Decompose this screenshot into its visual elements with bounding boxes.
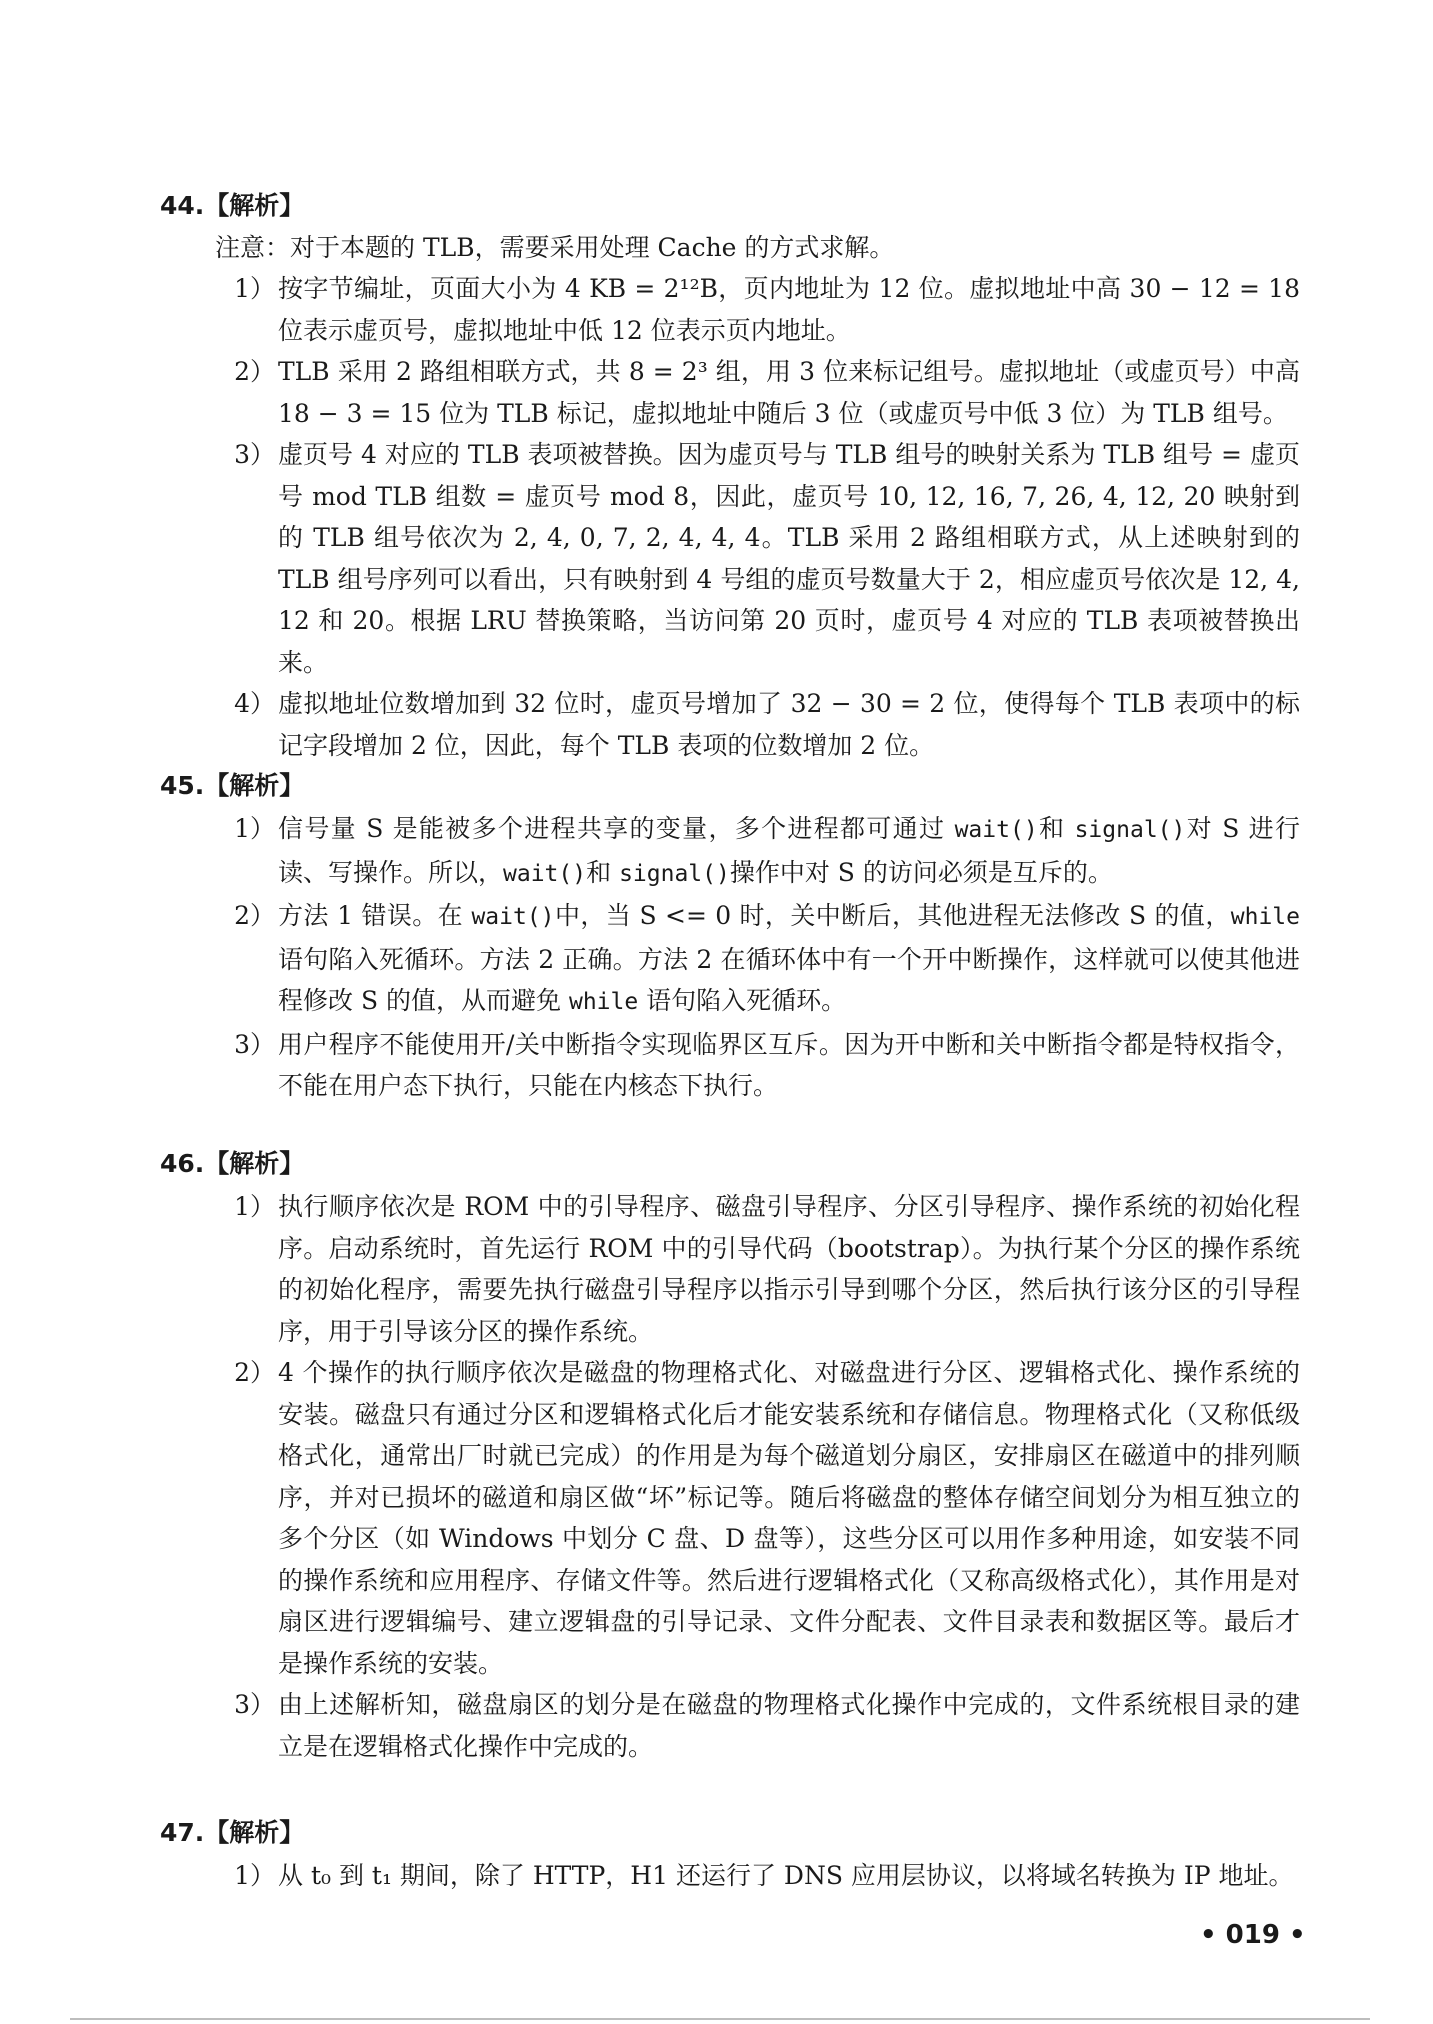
code-token: signal() <box>1074 817 1186 843</box>
text-run: 信号量 S 是能被多个进程共享的变量，多个进程都可通过 <box>278 814 955 843</box>
text-run: 对 S 进行读、写操作。所以， <box>278 814 1300 887</box>
list-item <box>160 1684 1300 1767</box>
question-44-note: 注意：对于本题的 TLB，需要采用处理 Cache 的方式求解。 <box>215 233 895 262</box>
text-run: 语句陷入死循环。方法 2 正确。方法 2 在循环体中有一个开中断操作，这样就可以使其他进程修改 S 的值，从而避免 <box>278 944 1300 1015</box>
text-run: 方法 1 错误。在 <box>278 901 472 930</box>
list-item <box>160 808 1300 895</box>
item-number: 3） <box>234 1029 275 1059</box>
code-token: signal() <box>619 860 730 887</box>
item-text: 虚拟地址位数增加到 32 位时，虚页号增加了 32 − 30 = 2 位，使得每个 TLB 表项中的标记字段增加 2 位，因此，每个 TLB 表项的位数增加 2 位。 <box>278 689 1300 760</box>
item-text: TLB 采用 2 路组相联方式，共 8 = 2³ 组，用 3 位来标记组号。虚拟地址（或虚页号）中高 18 − 3 = 15 位为 TLB 标记，虚拟地址中随后 3 位（或虚页号中低 3 位）为 TLB 组号。 <box>278 357 1300 428</box>
list-item <box>160 895 1300 1024</box>
question-44 <box>160 186 1300 766</box>
question-47-heading: 47.【解析】 <box>160 1818 305 1847</box>
text-run: 操作中对 S 的访问必须是互斥的。 <box>729 857 1113 887</box>
list-item <box>160 683 1300 766</box>
question-44-heading: 44.【解析】 <box>160 191 305 220</box>
question-46-items <box>160 1186 1300 1767</box>
list-item <box>160 1855 1300 1897</box>
item-number: 3） <box>234 1690 275 1719</box>
code-token: while <box>1230 904 1300 930</box>
list-item <box>160 268 1300 351</box>
text-run: 语句陷入死循环。 <box>638 986 847 1015</box>
question-45-items <box>160 808 1300 1107</box>
question-46-heading: 46.【解析】 <box>160 1149 305 1178</box>
item-text: 虚页号 4 对应的 TLB 表项被替换。因为虚页号与 TLB 组号的映射关系为 TLB 组号 = 虚页号 mod TLB 组数 = 虚页号 mod 8，因此，虚页号 10, 12, 16, 7, 26, 4, 12, 20 映射到的 TLB 组号依次为 2, 4, 0, 7, 2, 4, 4, 4。TLB 采用 2 路组相联方式，从上述映射到的 TLB 组号序列可以看出，只有映射到 4 号组的虚页号数量大于 2，相应虚页号依次是 12, 4, 12 和 20。根据 LRU 替换策略，当访问第 20 页时，虚页号 4 对应的 TLB 表项被替换出来。 <box>278 440 1300 677</box>
bottom-rule <box>70 2018 1370 2020</box>
item-number: 1） <box>234 814 275 843</box>
item-number: 2） <box>234 357 275 386</box>
question-45 <box>160 766 1300 1107</box>
list-item <box>160 434 1300 683</box>
list-item <box>160 351 1300 434</box>
item-number: 1） <box>234 274 275 303</box>
code-token: while <box>568 989 639 1015</box>
question-47-items <box>160 1855 1300 1897</box>
question-46 <box>160 1144 1300 1767</box>
text-run: 用户程序不能使用开/关中断指令实现临界区互斥。因为开中断和关中断指令都是特权指令，不能在用户态下执行，只能在内核态下执行。 <box>278 1029 1300 1100</box>
item-number: 2） <box>234 1358 275 1387</box>
item-number: 1） <box>234 1192 275 1221</box>
item-text: 由上述解析知，磁盘扇区的划分是在磁盘的物理格式化操作中完成的，文件系统根目录的建立是在逻辑格式化操作中完成的。 <box>278 1690 1300 1761</box>
item-number: 1） <box>234 1861 275 1890</box>
text-run: 和 <box>586 857 620 887</box>
item-number: 3） <box>234 440 275 469</box>
item-number: 2） <box>234 901 275 930</box>
list-item <box>160 1186 1300 1352</box>
question-45-heading: 45.【解析】 <box>160 771 305 800</box>
list-item <box>160 1024 1300 1107</box>
item-text <box>278 1024 1300 1107</box>
item-text: 从 t₀ 到 t₁ 期间，除了 HTTP，H1 还运行了 DNS 应用层协议，以将域名转换为 IP 地址。 <box>278 1861 1294 1890</box>
item-text: 执行顺序依次是 ROM 中的引导程序、磁盘引导程序、分区引导程序、操作系统的初始化程序。启动系统时，首先运行 ROM 中的引导代码（bootstrap）。为执行某个分区的操作系统的初始化程序，需要先执行磁盘引导程序以指示引导到哪个分区，然后执行该分区的引导程序，用于引导该分区的操作系统。 <box>278 1192 1300 1346</box>
question-47 <box>160 1813 1300 1897</box>
page-number: • 019 • <box>1200 1920 1306 1950</box>
code-token: wait() <box>954 817 1038 843</box>
item-text <box>278 808 1300 895</box>
text-run: 和 <box>1037 814 1075 843</box>
text-run: 中，当 S <= 0 时，关中断后，其他进程无法修改 S 的值， <box>554 901 1231 930</box>
item-number: 4） <box>234 689 275 718</box>
code-token: wait() <box>503 860 587 887</box>
list-item <box>160 1352 1300 1684</box>
item-text <box>278 895 1300 1024</box>
question-44-items <box>160 268 1300 766</box>
item-text: 按字节编址，页面大小为 4 KB = 2¹²B，页内地址为 12 位。虚拟地址中高 30 − 12 = 18 位表示虚页号，虚拟地址中低 12 位表示页内地址。 <box>278 274 1300 345</box>
item-text: 4 个操作的执行顺序依次是磁盘的物理格式化、对磁盘进行分区、逻辑格式化、操作系统的安装。磁盘只有通过分区和逻辑格式化后才能安装系统和存储信息。物理格式化（又称低级格式化，通常出厂时就已完成）的作用是为每个磁道划分扇区，安排扇区在磁道中的排列顺序，并对已损坏的磁道和扇区做“坏”标记等。随后将磁盘的整体存储空间划分为相互独立的多个分区（如 Windows 中划分 C 盘、D 盘等），这些分区可以用作多种用途，如安装不同的操作系统和应用程序、存储文件等。然后进行逻辑格式化（又称高级格式化），其作用是对扇区进行逻辑编号、建立逻辑盘的引导记录、文件分配表、文件目录表和数据区等。最后才是操作系统的安装。 <box>278 1358 1300 1678</box>
code-token: wait() <box>471 904 555 930</box>
